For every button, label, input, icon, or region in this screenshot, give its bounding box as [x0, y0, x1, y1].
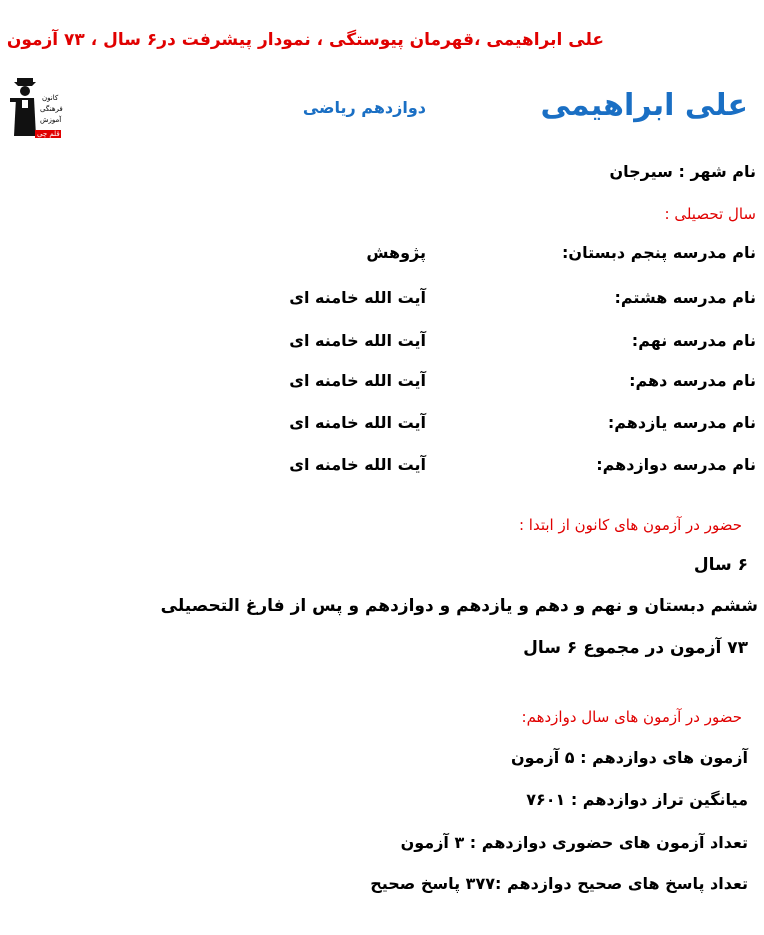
twelfth-line: آزمون های دوازدهم : ۵ آزمون: [510, 748, 748, 767]
logo-line: فرهنگی: [40, 105, 63, 113]
page-title: علی ابراهیمی ،قهرمان پیوستگی ، نمودار پیشرفت در۶ سال ، ۷۳ آزمون: [6, 30, 604, 50]
kanoon-logo: [8, 76, 66, 140]
school-value: آیت الله خامنه ای: [289, 455, 426, 474]
education-heading: سال تحصیلی :: [664, 205, 756, 223]
school-value: پژوهش: [366, 243, 426, 262]
logo-line: کانون: [42, 94, 59, 102]
attendance-years: ۶ سال: [693, 555, 748, 575]
school-label: نام مدرسه دهم:: [629, 371, 756, 390]
attendance-total: ۷۳ آزمون در مجموع ۶ سال: [523, 638, 748, 658]
school-label: نام مدرسه دوازدهم:: [596, 455, 756, 474]
logo-badge: قلم چی: [37, 130, 60, 138]
school-label: نام مدرسه یازدهم:: [607, 413, 756, 432]
city: نام شهر : سیرجان: [609, 162, 756, 181]
school-value: آیت الله خامنه ای: [289, 371, 426, 390]
school-label: نام مدرسه هشتم:: [614, 288, 756, 307]
student-major: دوازدهم ریاضی: [302, 98, 426, 117]
attendance-heading: حضور در آزمون های کانون از ابتدا :: [518, 516, 742, 534]
school-label: نام مدرسه پنجم دبستان:: [562, 243, 756, 262]
school-label: نام مدرسه نهم:: [631, 331, 756, 350]
logo-line: آموزش: [40, 116, 62, 124]
school-value: آیت الله خامنه ای: [289, 288, 426, 307]
student-name: علی ابراهیمی: [540, 88, 748, 123]
twelfth-heading: حضور در آزمون های سال دوازدهم:: [521, 708, 742, 726]
twelfth-line: میانگین تراز دوازدهم : ۷۶۰۱: [526, 790, 748, 809]
school-value: آیت الله خامنه ای: [289, 413, 426, 432]
twelfth-line: تعداد آزمون های حضوری دوازدهم : ۳ آزمون: [400, 833, 748, 852]
twelfth-line: تعداد پاسخ های صحیح دوازدهم :۳۷۷ پاسخ صحیح: [370, 874, 748, 893]
attendance-grades: ششم دبستان و نهم و دهم و یازدهم و دوازدهم و پس از فارغ التحصیلی: [160, 596, 758, 616]
school-value: آیت الله خامنه ای: [289, 331, 426, 350]
